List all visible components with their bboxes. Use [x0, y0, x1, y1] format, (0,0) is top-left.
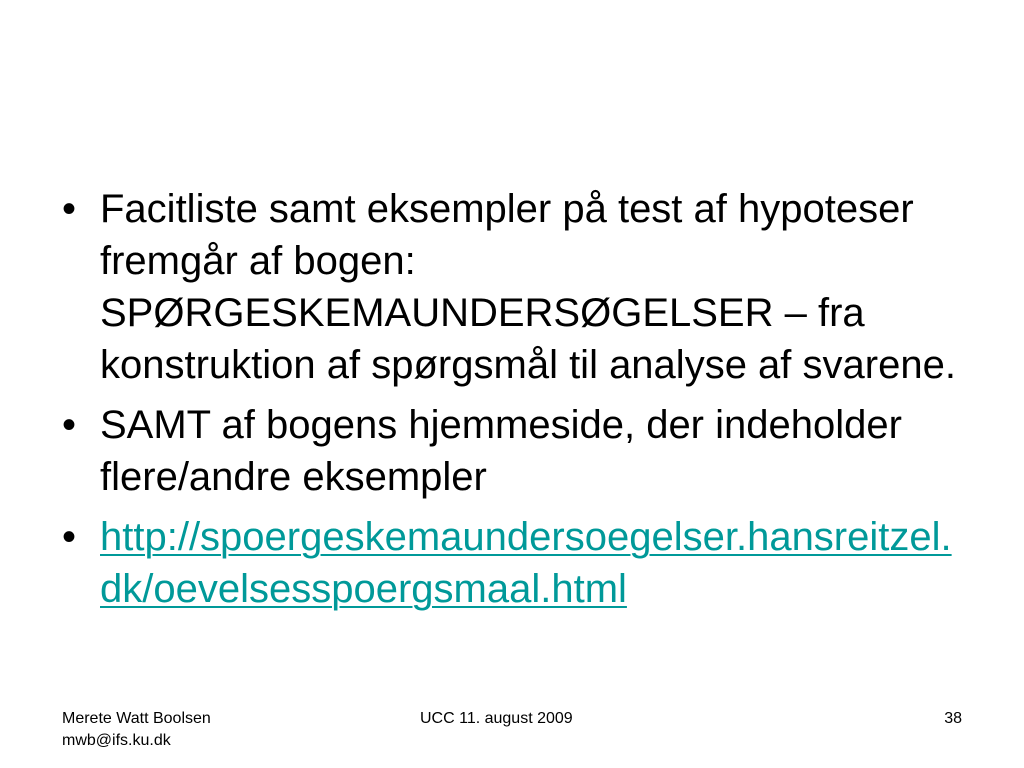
bullet-item	[62, 183, 962, 391]
bullet-item	[62, 399, 962, 503]
bullet-marker: •	[62, 515, 77, 559]
bullet-item	[62, 511, 962, 615]
bullet-text: SAMT af bogens hjemmeside, der indeholder flere/andre eksempler	[100, 403, 902, 499]
footer-email: mwb@ifs.ku.dk	[62, 732, 171, 749]
bullet-marker: •	[62, 403, 77, 447]
bullet-marker: •	[62, 187, 77, 231]
website-link[interactable]: http://spoergeskemaundersoegelser.hansreitzel.dk/oevelsesspoergsmaal.html	[100, 515, 952, 611]
footer-event: UCC 11. august 2009	[420, 710, 573, 727]
bullet-text: Facitliste samt eksempler på test af hypoteser fremgår af bogen: SPØRGESKEMAUNDERSØGELSER – fra konstruktion af spørgsmål til analyse af svarene.	[100, 187, 956, 387]
bullet-text	[100, 511, 962, 615]
footer-author-block	[62, 708, 211, 752]
slide-content	[62, 183, 962, 623]
page-number: 38	[944, 710, 962, 727]
footer-author: Merete Watt Boolsen	[62, 710, 211, 727]
